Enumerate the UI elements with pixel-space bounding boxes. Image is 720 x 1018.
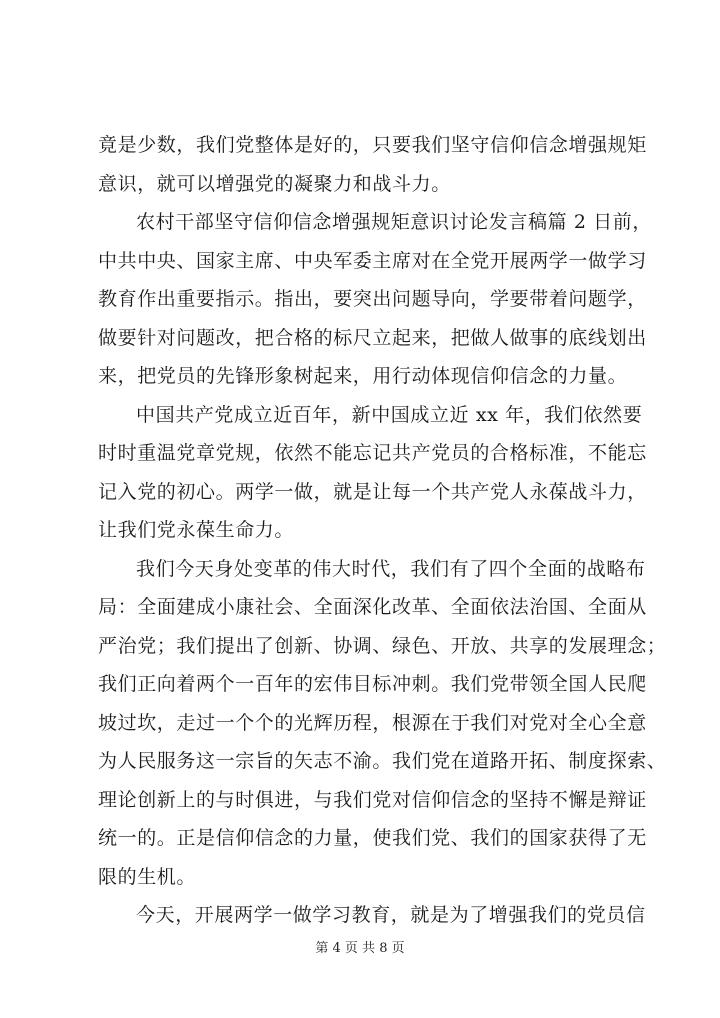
- text-line: 我们今天身处变革的伟大时代，我们有了四个全面的战略布: [136, 557, 646, 580]
- text-line: 教育作出重要指示。指出，要突出问题导向，学要带着问题学，: [98, 288, 647, 310]
- text-line: 中国共产党成立近百年，新中国成立近 xx 年，我们依然要: [136, 403, 643, 426]
- text-line: 竟是少数，我们党整体是好的，只要我们坚守信仰信念增强规矩: [98, 134, 647, 156]
- text-line: 严治党；我们提出了创新、协调、绿色、开放、共享的发展理念；: [98, 634, 667, 657]
- text-line: 时时重温党章党规，依然不能忘记共产党员的合格标准，不能忘: [98, 442, 647, 464]
- document-body: [98, 126, 667, 935]
- text-line: 局：全面建成小康社会、全面深化改革、全面依法治国、全面从: [98, 596, 647, 618]
- text-line: 统一的。正是信仰信念的力量，使我们党、我们的国家获得了无: [98, 827, 647, 849]
- paragraph: [98, 550, 667, 897]
- text-line: 限的生机。: [98, 865, 197, 888]
- text-line: 意识，就可以增强党的凝聚力和战斗力。: [98, 172, 451, 195]
- page-number-footer: 第 4 页 共 8 页: [315, 941, 405, 956]
- paragraph: [98, 896, 646, 935]
- text-line: 来，把党员的先锋形象树起来，用行动体现信仰信念的力量。: [98, 365, 628, 387]
- text-line: 今天，开展两学一做学习教育，就是为了增强我们的党员信: [136, 904, 646, 926]
- paragraph: [98, 126, 647, 203]
- text-line: 做要针对问题改，把合格的标尺立起来，把做人做事的底线划出: [98, 326, 647, 349]
- text-line: 为人民服务这一宗旨的矢志不渝。我们党在道路开拓、制度探索、: [98, 750, 667, 772]
- text-line: 理论创新上的与时俱进，与我们党对信仰信念的坚持不懈是辩证: [98, 788, 647, 811]
- text-line: 我们正向着两个一百年的宏伟目标冲刺。我们党带领全国人民爬: [98, 673, 647, 695]
- paragraph: [98, 203, 652, 396]
- text-line: 记入党的初心。两学一做，就是让每一个共产党人永葆战斗力，: [98, 480, 647, 503]
- text-line: 坡过坎，走过一个个的光辉历程，根源在于我们对党对全心全意: [98, 711, 647, 734]
- text-line: 让我们党永葆生命力。: [98, 519, 295, 541]
- text-line: 农村干部坚守信仰信念增强规矩意识讨论发言稿篇 2 日前，: [136, 211, 652, 233]
- paragraph: [98, 396, 647, 550]
- text-line: 中共中央、国家主席、中央军委主席对在全党开展两学一做学习: [98, 249, 647, 272]
